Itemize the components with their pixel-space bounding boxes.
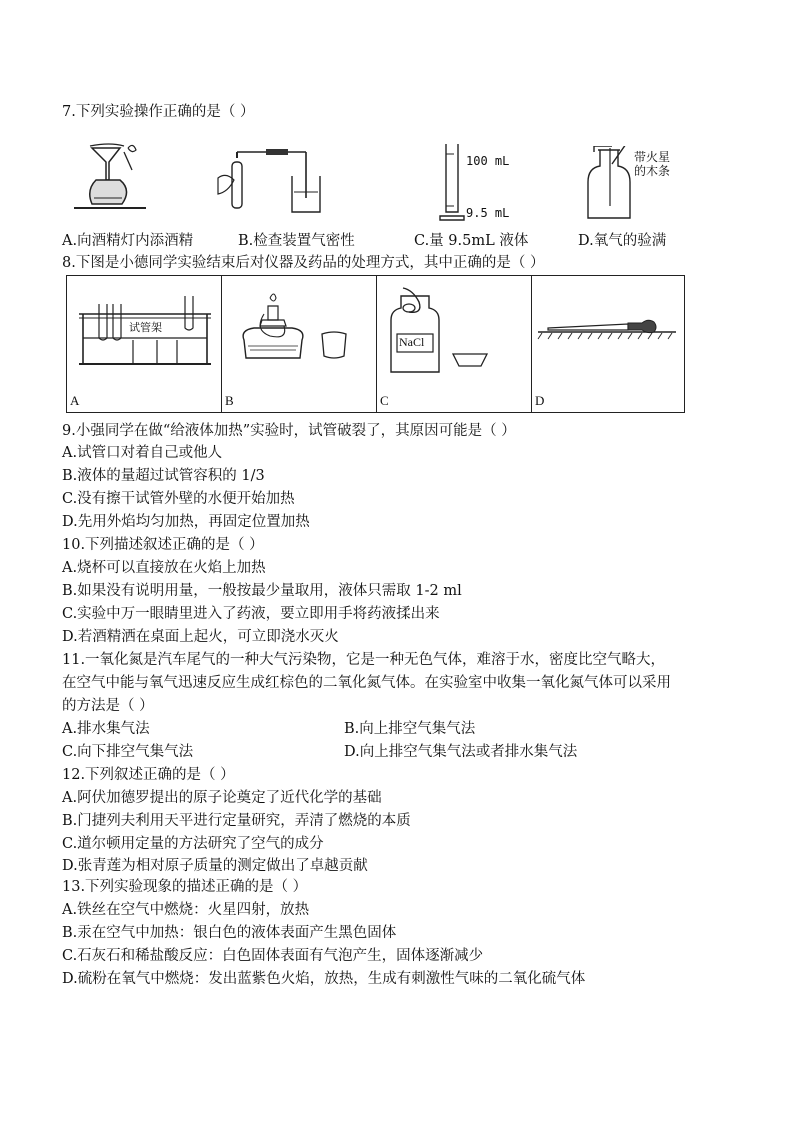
q7-option-b[interactable]: B.检查装置气密性: [238, 233, 355, 249]
q8-cell-a-label: A: [70, 393, 80, 408]
q8-stem: 8.下图是小德同学实验结束后对仪器及药品的处理方式，其中正确的是（ ）: [62, 255, 545, 271]
dropper-on-table-figure: [536, 306, 682, 350]
q11-option-d[interactable]: D.向上排空气集气法或者排水集气法: [344, 744, 578, 760]
q9-option-c[interactable]: C.没有擦干试管外壁的水便开始加热: [62, 491, 295, 507]
q8-cell-c-label: C: [380, 393, 389, 408]
q10-option-c[interactable]: C.实验中万一眼睛里进入了药液，要立即用手将药液揉出来: [62, 606, 440, 622]
q9-option-d[interactable]: D.先用外焰均匀加热，再固定位置加热: [62, 514, 310, 530]
q10-option-a[interactable]: A.烧杯可以直接放在火焰上加热: [62, 560, 266, 576]
q9-stem: 9.小强同学在做“给液体加热”实验时，试管破裂了，其原因可能是（ ）: [62, 423, 516, 439]
q11-stem-line-3: 的方法是（ ）: [62, 698, 154, 714]
q13-option-d[interactable]: D.硫粉在氧气中燃烧：发出蓝紫色火焰，放热，生成有刺激性气味的二氧化硫气体: [62, 971, 586, 987]
q13-option-a[interactable]: A.铁丝在空气中燃烧：火星四射，放热: [62, 902, 310, 918]
q10-stem: 10.下列描述叙述正确的是（ ）: [62, 537, 264, 553]
alcohol-lamp-figure: [230, 290, 370, 374]
q8-cell-d[interactable]: [532, 276, 684, 412]
q7-figure-d-label-2: 的木条: [634, 164, 671, 178]
q7-stem: 7.下列实验操作正确的是（ ）: [62, 104, 255, 120]
q12-option-d[interactable]: D.张青莲为相对原子质量的测定做出了卓越贡献: [62, 858, 368, 874]
q9-option-a[interactable]: A.试管口对着自己或他人: [62, 445, 223, 461]
q7-figure-c-bottom-label: 9.5 mL: [466, 206, 510, 220]
q11-option-a[interactable]: A.排水集气法: [62, 721, 150, 737]
q12-option-c[interactable]: C.道尔顿用定量的方法研究了空气的成分: [62, 836, 324, 852]
q7-figure-b: [214, 148, 334, 222]
q7-figure-c-top-label: 100 mL: [466, 154, 510, 168]
q8-cell-a[interactable]: [67, 276, 222, 412]
q11-option-c[interactable]: C.向下排空气集气法: [62, 744, 194, 760]
reagent-bottle-figure: [383, 286, 527, 378]
q7-figure-d-label-1: 带火星: [634, 150, 671, 164]
q7-option-a[interactable]: A.向酒精灯内添酒精: [62, 233, 194, 249]
q9-option-b[interactable]: B.液体的量超过试管容积的 1/3: [62, 468, 265, 484]
q11-option-b[interactable]: B.向上排空气集气法: [344, 721, 476, 737]
q11-stem-line-2: 在空气中能与氧气迅速反应生成红棕色的二氧化氮气体。在实验室中收集一氧化氮气体可以采用: [62, 675, 671, 691]
test-tube-rack-label: 试管架: [129, 321, 162, 334]
q7-option-d[interactable]: D.氧气的验满: [578, 233, 667, 249]
q8-cell-d-label: D: [535, 393, 545, 408]
q12-stem: 12.下列叙述正确的是（ ）: [62, 767, 235, 783]
q10-option-d[interactable]: D.若酒精洒在桌面上起火，可立即浇水灭火: [62, 629, 339, 645]
q13-option-b[interactable]: B.汞在空气中加热：银白色的液体表面产生黑色固体: [62, 925, 397, 941]
q8-cell-b-label: B: [225, 393, 234, 408]
q13-stem: 13.下列实验现象的描述正确的是（ ）: [62, 879, 308, 895]
q8-figure-grid: [66, 275, 685, 413]
q11-stem-line-1: 11.一氧化氮是汽车尾气的一种大气污染物，它是一种无色气体，难溶于水，密度比空气略大，: [62, 652, 666, 668]
q8-cell-c[interactable]: [377, 276, 532, 412]
q12-option-a[interactable]: A.阿伏加德罗提出的原子论奠定了近代化学的基础: [62, 790, 382, 806]
reagent-bottle-label: NaCl: [399, 335, 425, 349]
q8-cell-b[interactable]: [222, 276, 377, 412]
q12-option-b[interactable]: B.门捷列夫利用天平进行定量研究，弄清了燃烧的本质: [62, 813, 411, 829]
q10-option-b[interactable]: B.如果没有说明用量，一般按最少量取用，液体只需取 1-2 ml: [62, 583, 462, 599]
q13-option-c[interactable]: C.石灰石和稀盐酸反应：白色固体表面有气泡产生，固体逐渐减少: [62, 948, 484, 964]
q7-option-c[interactable]: C.量 9.5mL 液体: [414, 233, 529, 249]
q7-figure-a: [70, 140, 150, 220]
q7-figure-d: [582, 146, 640, 222]
